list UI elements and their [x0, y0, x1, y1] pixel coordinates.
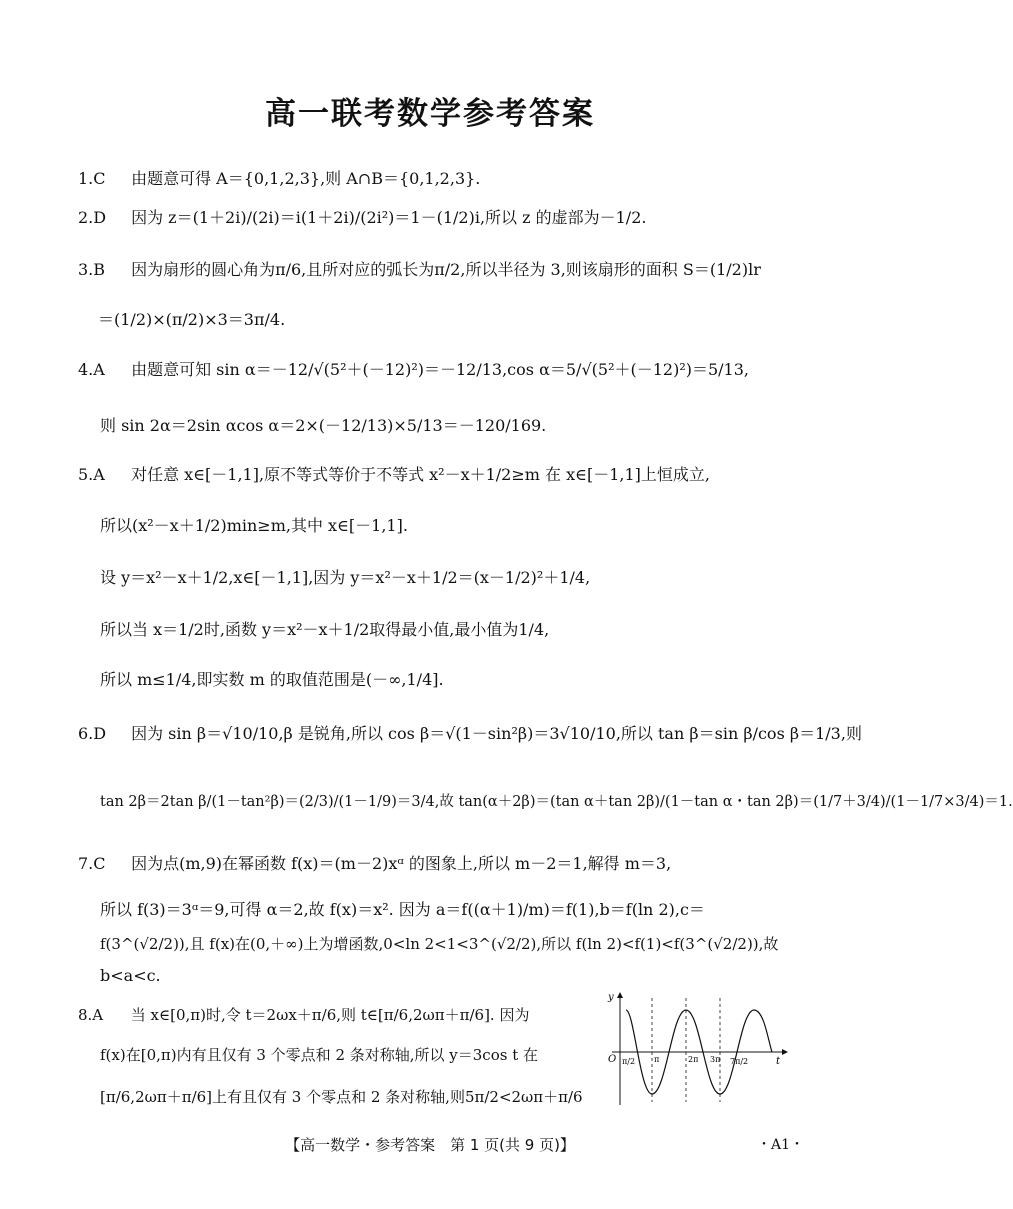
answer-8-line3: [π/6,2ωπ＋π/6]上有且仅有 3 个零点和 2 条对称轴,则5π/2<2ωπ＋π/6 [100, 1088, 583, 1106]
answer-4 [78, 362, 749, 378]
answer-7-line2: 所以 f(3)＝3ᵅ＝9,可得 α＝2,故 f(x)＝x². 因为 a＝f((α＋1)/m)＝f(1),b＝f(ln 2),c＝ [100, 900, 705, 919]
answer-number: 5.A [78, 465, 105, 484]
answer-text: 由题意可知 sin α＝－12/√(5²＋(－12)²)＝－12/13,cos α＝5/√(5²＋(－12)²)＝5/13, [131, 360, 749, 379]
answer-text: 由题意可得 A＝{0,1,2,3},则 A∩B＝{0,1,2,3}. [131, 169, 481, 188]
answer-text: 当 x∈[0,π)时,令 t＝2ωx＋π/6,则 t∈[π/6,2ωπ＋π/6]. 因为 [130, 1006, 530, 1024]
answer-number: 1.C [78, 169, 106, 188]
answer-number: 3.B [78, 260, 106, 279]
answer-1 [78, 171, 480, 187]
answer-2 [78, 210, 646, 226]
answer-text: 因为扇形的圆心角为π/6,且所对应的弧长为π/2,所以半径为 3,则该扇形的面积 S＝(1/2)lr [131, 260, 761, 279]
answer-number: 4.A [78, 360, 105, 379]
answer-7 [78, 856, 671, 872]
answer-6 [78, 726, 862, 742]
page-title: 高一联考数学参考答案 [265, 96, 595, 132]
tick-label: π [654, 1055, 660, 1064]
cosine-graph [600, 990, 790, 1108]
answer-5-line5: 所以 m≤1/4,即实数 m 的取值范围是(－∞,1/4]. [100, 670, 444, 689]
answer-6-cont: tan 2β＝2tan β/(1－tan²β)＝(2/3)/(1－1/9)＝3/4,故 tan(α＋2β)＝(tan α＋tan 2β)/(1－tan α・tan 2β)＝(1/7＋3/4)/(1－1/7×3/4)＝1. [100, 794, 1013, 810]
answer-text: 因为点(m,9)在幂函数 f(x)＝(m－2)xᵅ 的图象上,所以 m－2＝1,解得 m＝3, [131, 854, 672, 873]
answer-3 [78, 262, 761, 278]
origin-label: O [608, 1054, 617, 1065]
t-axis-label: t [776, 1056, 781, 1067]
answer-7-line4: b<a<c. [100, 966, 161, 985]
page-code: ・A1・ [756, 1137, 804, 1153]
answer-number: 8.A [78, 1006, 104, 1024]
y-axis-label: y [608, 992, 614, 1003]
answer-3-cont: ＝(1/2)×(π/2)×3＝3π/4. [98, 310, 286, 329]
answer-number: 6.D [78, 724, 107, 743]
tick-label: π/2 [622, 1057, 636, 1066]
tick-label: 3π [710, 1055, 721, 1064]
answer-5-line4: 所以当 x＝1/2时,函数 y＝x²－x＋1/2取得最小值,最小值为1/4, [100, 620, 550, 639]
tick-label: 7π/2 [730, 1057, 749, 1066]
answer-5-line3: 设 y＝x²－x＋1/2,x∈[－1,1],因为 y＝x²－x＋1/2＝(x－1/2)²＋1/4, [100, 568, 591, 587]
answer-5-line2: 所以(x²－x＋1/2)min≥m,其中 x∈[－1,1]. [100, 516, 408, 535]
answer-text: 因为 sin β＝√10/10,β 是锐角,所以 cos β＝√(1－sin²β)＝3√10/10,所以 tan β＝sin β/cos β＝1/3,则 [131, 724, 862, 743]
answer-number: 2.D [78, 208, 107, 227]
answer-8-line2: f(x)在[0,π)内有且仅有 3 个零点和 2 条对称轴,所以 y＝3cos t 在 [100, 1046, 538, 1064]
answer-text: 对任意 x∈[－1,1],原不等式等价于不等式 x²－x＋1/2≥m 在 x∈[－1,1]上恒成立, [131, 465, 710, 484]
answer-number: 7.C [78, 854, 106, 873]
answer-7-line3: f(3^(√2/2)),且 f(x)在(0,＋∞)上为增函数,0<ln 2<1<3^(√2/2),所以 f(ln 2)<f(1)<f(3^(√2/2)),故 [100, 935, 779, 953]
page-footer: 【高一数学・参考答案 第 1 页(共 9 页)】 [285, 1136, 575, 1154]
tick-label: 2π [688, 1055, 699, 1064]
answer-4-cont: 则 sin 2α＝2sin αcos α＝2×(－12/13)×5/13＝－120/169. [100, 416, 547, 435]
answer-text: 因为 z＝(1＋2i)/(2i)＝i(1＋2i)/(2i²)＝1－(1/2)i,所以 z 的虚部为－1/2. [131, 208, 647, 227]
answer-5 [78, 467, 710, 483]
answer-8 [78, 1008, 529, 1023]
